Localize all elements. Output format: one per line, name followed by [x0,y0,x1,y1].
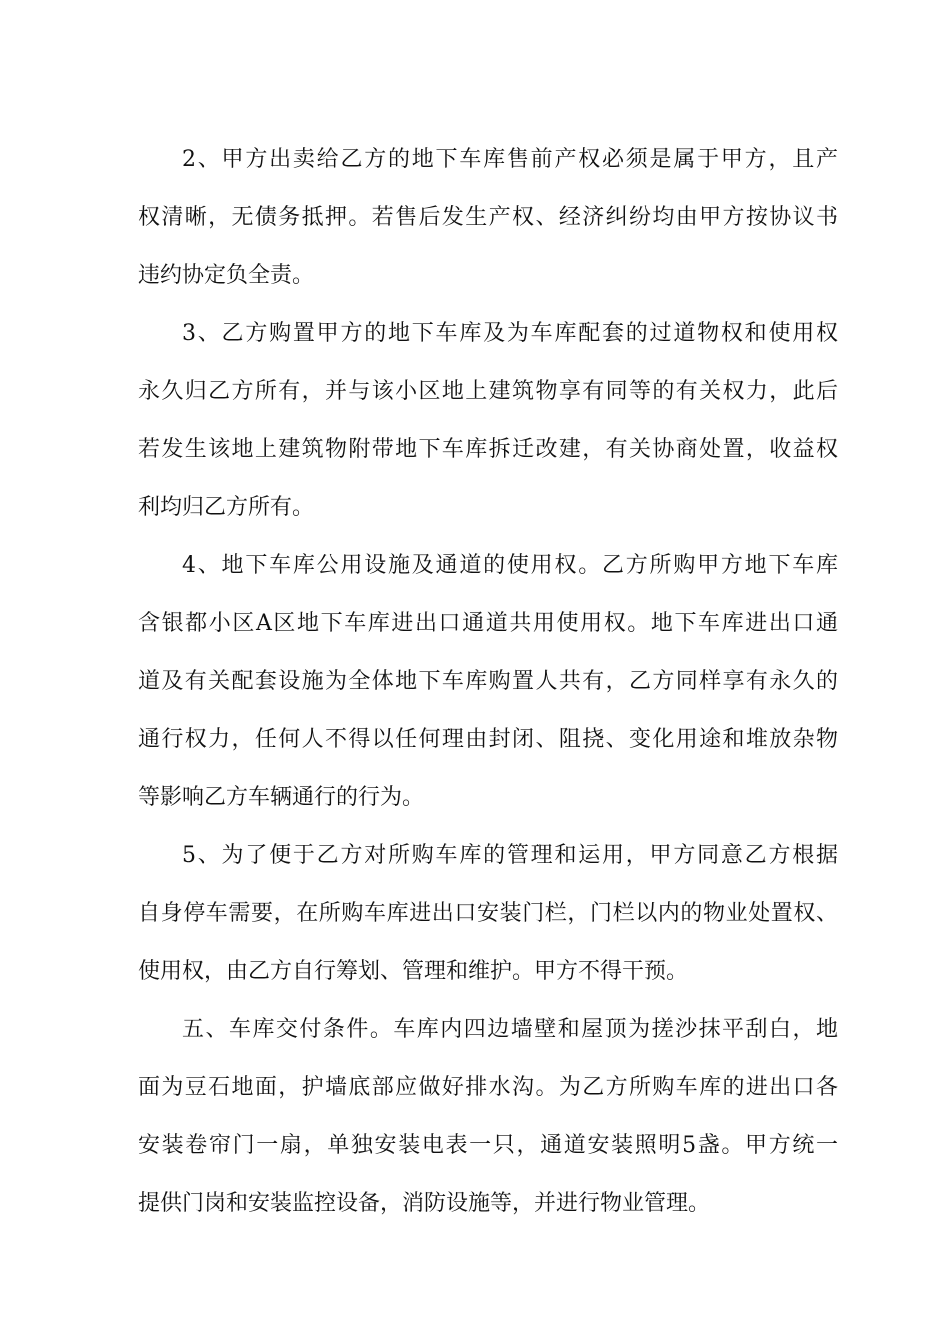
paragraph-line: 安装卷帘门一扇，单独安装电表一只，通道安装照明5盏。甲方统一 [138,1133,838,1158]
section-five-paragraph [138,1001,838,1233]
paragraph-line: 自身停车需要，在所购车库进出口安装门栏，门栏以内的物业处置权、 [138,901,838,926]
document-body [138,131,838,1233]
paragraph-line: 含银都小区A区地下车库进出口通道共用使用权。地下车库进出口通 [138,611,838,636]
paragraph-line: 2、甲方出卖给乙方的地下车库售前产权必须是属于甲方，且产 [182,147,838,172]
paragraph-2 [138,131,838,305]
paragraph-line: 违约协定负全责。 [138,263,315,288]
paragraph-line: 五、车库交付条件。车库内四边墙壁和屋顶为搓沙抹平刮白，地 [182,1017,838,1042]
paragraph-line: 若发生该地上建筑物附带地下车库拆迁改建，有关协商处置，收益权 [138,437,838,462]
paragraph-5 [138,827,838,1001]
paragraph-line: 4、地下车库公用设施及通道的使用权。乙方所购甲方地下车库 [182,553,838,578]
paragraph-line: 3、乙方购置甲方的地下车库及为车库配套的过道物权和使用权 [182,321,838,346]
paragraph-line: 使用权，由乙方自行筹划、管理和维护。甲方不得干预。 [138,959,689,984]
paragraph-4 [138,537,838,827]
paragraph-line: 永久归乙方所有，并与该小区地上建筑物享有同等的有关权力，此后 [138,379,838,404]
paragraph-line: 道及有关配套设施为全体地下车库购置人共有，乙方同样享有永久的 [138,669,838,694]
paragraph-line: 提供门岗和安装监控设备，消防设施等，并进行物业管理。 [138,1191,711,1216]
paragraph-line: 利均归乙方所有。 [138,495,315,520]
paragraph-line: 通行权力，任何人不得以任何理由封闭、阻挠、变化用途和堆放杂物 [138,727,838,752]
paragraph-3 [138,305,838,537]
paragraph-line: 等影响乙方车辆通行的行为。 [138,785,425,810]
paragraph-line: 面为豆石地面，护墙底部应做好排水沟。为乙方所购车库的进出口各 [138,1075,838,1100]
paragraph-line: 5、为了便于乙方对所购车库的管理和运用，甲方同意乙方根据 [182,843,838,868]
paragraph-line: 权清晰，无债务抵押。若售后发生产权、经济纠纷均由甲方按协议书 [138,205,838,230]
